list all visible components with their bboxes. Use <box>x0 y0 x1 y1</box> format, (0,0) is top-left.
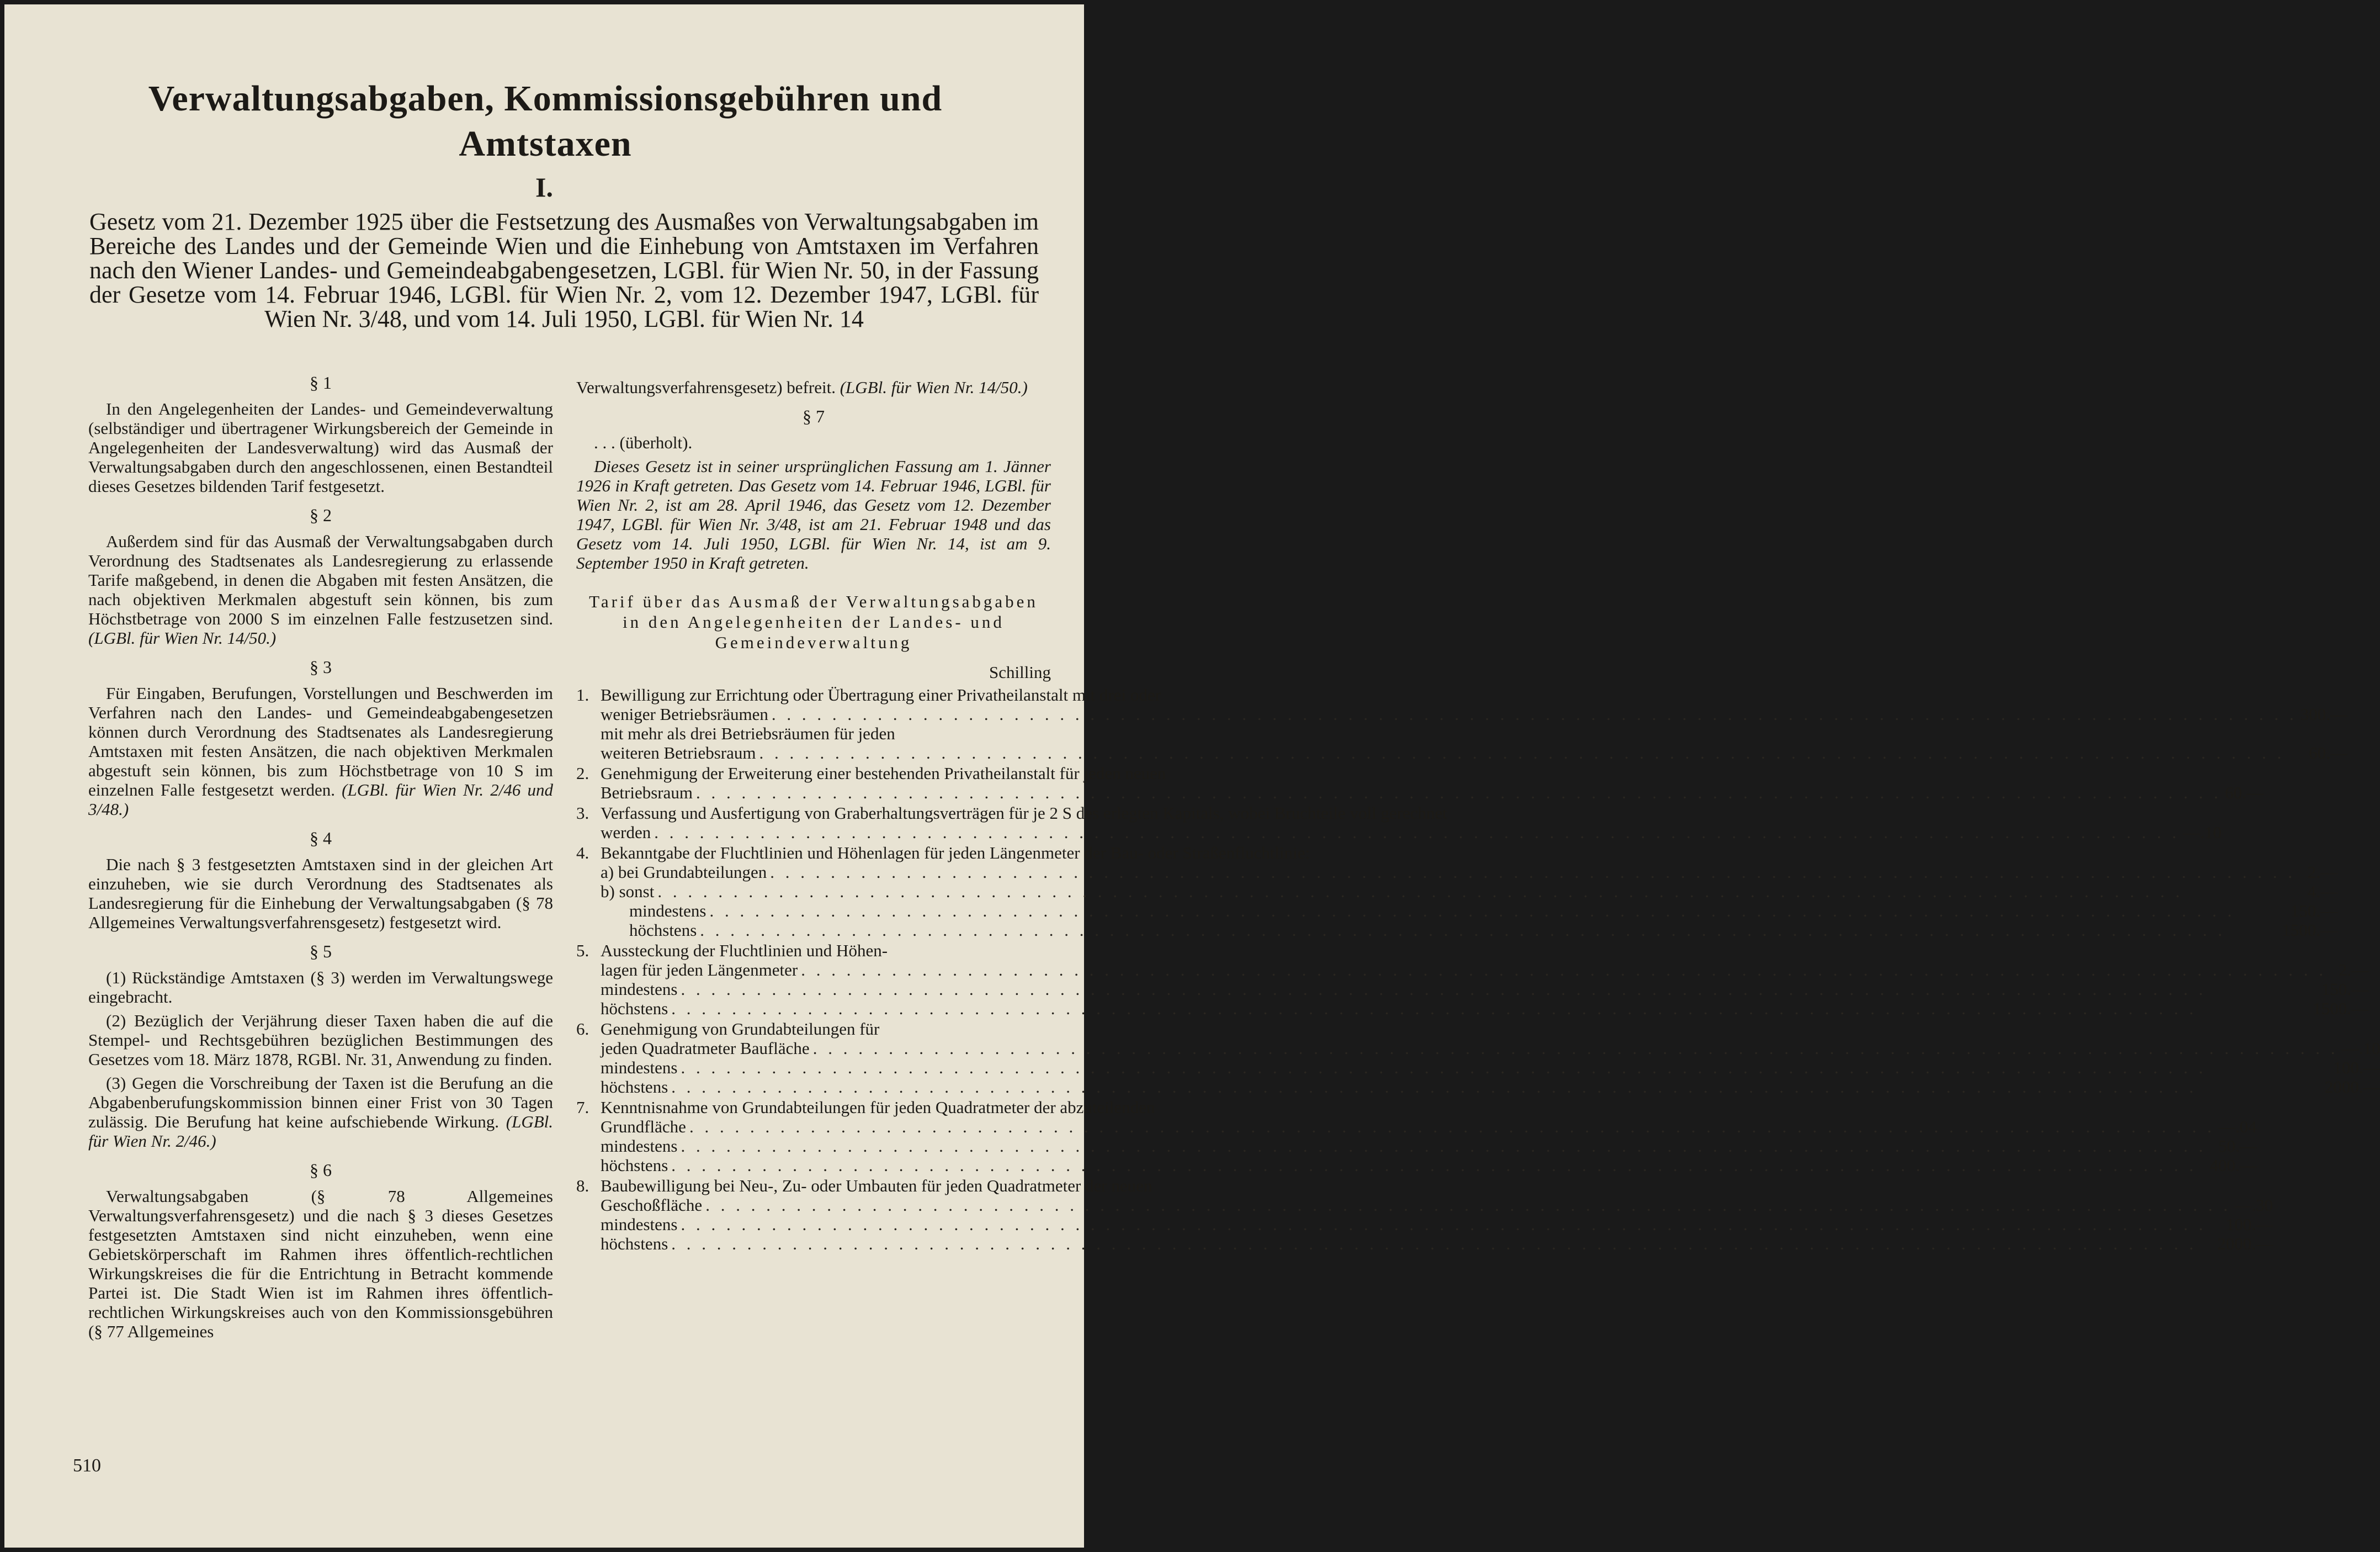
tariff-heading: Tarif über das Ausmaß der Verwaltungsabgaben in den Angelegenheiten der Landes- und Gemeindeverwaltung <box>589 592 1038 652</box>
paragraph <box>88 532 553 648</box>
tariff-item-text: Bekanntgabe der Fluchtlinien und Höhenlagen für jeden Längenmeter der Bau- oder Straßenfluchtlinie: <box>601 843 1310 862</box>
leader-dots <box>770 862 2296 882</box>
tariff-line-label: Geschoßfläche <box>601 1195 703 1215</box>
tariff-amount: 150.— <box>2290 901 2338 920</box>
tariff-line <box>601 823 2222 842</box>
tariff-line <box>601 1234 2273 1253</box>
tariff-item-body <box>601 1176 2273 1253</box>
tariff-amount: —.10 <box>2341 1039 2380 1058</box>
paragraph-text: Außerdem sind für das Ausmaß der Verwaltungsabgaben durch Verordnung des Stadtsenates als Landesregierung zu erlassende Tarife maßgebend, in denen die Abgaben mit festen Ansätzen, die nach objektiven Merkmalen abgestuft sein können, bis zum Höchstbetrage von 2000 S im einzelnen Falle festzusetzen sind. <box>88 532 553 628</box>
gazette-reference: (LGBl. für Wien Nr. 14/50.) <box>88 628 277 648</box>
tariff-line <box>601 743 2347 762</box>
tariff-line-label: b) sonst <box>601 882 655 901</box>
tariff-item-number: 5. <box>576 941 589 960</box>
tariff-line-label: jeden Quadratmeter Baufläche <box>601 1039 810 1058</box>
tariff-item <box>576 685 2347 762</box>
tariff-item-text: Verfassung und Ausfertigung von Graberhaltungsverträgen für je 2 S des erlegten Kapitals, wobei Bruchteile voll gerechnet <box>601 803 1448 823</box>
tariff-item <box>576 1176 2273 1253</box>
tariff-line <box>601 1195 2273 1215</box>
tariff-line <box>601 960 2368 979</box>
tariff-amount: 1500.— <box>2282 920 2338 940</box>
tariff-line-label: mindestens <box>601 1058 678 1077</box>
tariff-list <box>576 685 2380 1253</box>
leader-dots <box>681 1136 2215 1156</box>
section-heading: § 7 <box>803 406 825 426</box>
section-heading: § 6 <box>310 1160 332 1180</box>
gazette-reference: (LGBl. für Wien Nr. 2/46 und 3/48.) <box>88 780 553 819</box>
leader-dots <box>681 979 2318 999</box>
tariff-line-label: höchstens <box>601 1156 668 1175</box>
leader-dots <box>696 783 2222 802</box>
tariff-item-text: Baubewilligung bei Neu-, Zu- oder Umbauten für jeden Quadratmeter der neuen <box>601 1176 1152 1195</box>
tariff-line <box>601 783 2264 802</box>
tariff-item-text: mit mehr als drei Betriebsräumen für jeden <box>601 724 895 743</box>
tariff-item-body <box>601 941 2368 1018</box>
tariff-item-body <box>601 843 2338 940</box>
tariff-line <box>601 979 2368 999</box>
tariff-amount: 300.— <box>2300 705 2347 724</box>
tariff-line-label: weiteren Betriebsraum <box>601 743 756 762</box>
page-title: Verwaltungsabgaben, Kommissionsgebühren und Amtstaxen <box>148 78 943 164</box>
paragraph <box>576 378 1051 397</box>
tariff-item <box>576 1019 2380 1097</box>
section-heading: § 4 <box>310 828 332 848</box>
tariff-line <box>601 1077 2380 1097</box>
tariff-item-number: 1. <box>576 685 589 705</box>
paragraph: . . . (überholt). <box>594 433 693 452</box>
tariff-item-number: 3. <box>576 803 589 823</box>
paragraph-text: (3) Gegen die Vorschreibung der Taxen ist die Berufung an die Abgabenberufungskommission binnen einer Frist von 30 Tagen zulässig. Die Berufung hat keine aufschiebende Wirkung. <box>88 1073 553 1131</box>
leader-dots <box>671 1156 2206 1175</box>
tariff-amount: 2.— <box>2338 960 2368 979</box>
tariff-item-body <box>601 1098 2257 1175</box>
tariff-item-number: 6. <box>576 1019 589 1039</box>
leader-dots <box>759 743 2305 762</box>
tariff-item-body <box>601 685 2347 762</box>
tariff-line-label: lagen für jeden Längenmeter <box>601 960 798 979</box>
tariff-line <box>601 705 2347 724</box>
leader-dots <box>705 1195 2231 1215</box>
document-page <box>4 4 2380 1548</box>
section-heading: § 2 <box>310 505 332 525</box>
tariff-line-label: a) bei Grundabteilungen <box>601 862 767 882</box>
page-number: 510 <box>73 1455 101 1476</box>
tariff-item-text: Aussteckung der Fluchtlinien und Höhen- <box>601 941 888 960</box>
right-column <box>576 378 2380 1253</box>
paragraph: (2) Bezüglich der Verjährung dieser Taxen haben die auf die Stempel- und Rechtsgebühren bezüglichen Bestimmungen des Gesetzes vom 18. März 1878, RGBl. Nr. 31, Anwendung zu finden. <box>88 1011 553 1069</box>
tariff-line-label: höchstens <box>601 999 668 1018</box>
tariff-amount: 150.— <box>2321 979 2368 999</box>
tariff-item-number: 2. <box>576 764 589 783</box>
tariff-item-text: Bewilligung zur Errichtung oder Übertragung einer Privatheilanstalt mit drei oder <box>601 685 1161 705</box>
paragraph: Verwaltungsabgaben (§ 78 Allgemeines Verwaltungsverfahrensgesetz) und die nach § 3 dieses Gesetzes festgesetzten Amtstaxen sind nicht einzuheben, wenn eine Gebietskörperschaft im Rahmen ihres öffentlich-rechtlichen Wirkungskreises die für die Entrichtung in Betracht kommende Partei ist. Die Stadt Wien ist im Rahmen ihres öffentlich-rechtlichen Wirkungskreises auch von den Kommissionsgebühren (§ 77 Allgemeines <box>88 1186 553 1341</box>
tariff-item-number: 8. <box>576 1176 589 1195</box>
tariff-line-label: weniger Betriebsräumen <box>601 705 768 724</box>
leader-dots <box>671 1077 2321 1097</box>
leader-dots <box>700 920 2278 940</box>
tariff-line <box>601 1117 2257 1136</box>
tariff-line-label: mindestens <box>601 979 678 999</box>
paragraph <box>88 684 553 819</box>
tariff-line <box>601 882 2338 901</box>
tariff-amount: 2000.— <box>2324 1077 2380 1097</box>
tariff-amount: 50.— <box>2218 1136 2257 1156</box>
tariff-amount: 2.— <box>2307 862 2338 882</box>
paragraph <box>88 1073 553 1151</box>
tariff-line-label: mindestens <box>601 1215 678 1234</box>
tariff-amount: 1500.— <box>2313 999 2368 1018</box>
tariff-item-text: Kenntnisnahme von Grundabteilungen für jeden Quadratmeter der abzuteilenden <box>601 1098 1155 1117</box>
effective-date-note: Dieses Gesetz ist in seiner ursprünglichen Fassung am 1. Jänner 1926 in Kraft getreten. Das Gesetz vom 14. Februar 1946, LGBl. für Wien Nr. 2, ist am 28. April 1946, das Gesetz vom 12. Dezember 1947, LGBl. für Wien Nr. 3/48, ist am 21. Februar 1948 und das Gesetz vom 14. Juli 1950, LGBl. für Wien Nr. 14, ist am 9. September 1950 in Kraft getreten. <box>576 457 1051 573</box>
gazette-reference: (LGBl. für Wien Nr. 2/46.) <box>88 1112 553 1151</box>
tariff-line-label: höchstens <box>629 920 697 940</box>
leader-dots <box>710 901 2287 920</box>
tariff-line-label: höchstens <box>601 1234 668 1253</box>
tariff-line <box>601 1136 2257 1156</box>
leader-dots <box>671 1234 2214 1253</box>
currency-label: Schilling <box>989 663 1051 682</box>
tariff-line-label: werden <box>601 823 651 842</box>
tariff-item-body <box>601 803 2222 842</box>
paragraph: (1) Rückständige Amtstaxen (§ 3) werden im Verwaltungswege eingebracht. <box>88 968 553 1007</box>
leader-dots <box>813 1039 2339 1058</box>
tariff-item-number: 4. <box>576 843 589 862</box>
leader-dots <box>681 1215 2223 1234</box>
paragraph-text: Für Eingaben, Berufungen, Vorstellungen und Beschwerden im Verfahren nach den Landes- und Gemeindeabgabengesetzen können durch Verordnung des Stadtsenates als Landesregierung Amtstaxen mit festen Ansätzen, die nach objektiven Merkmalen abgestuft sein können, bis zum Höchstbetrage von 10 S im einzelnen Falle festgesetzt werden. <box>88 684 553 799</box>
leader-dots <box>772 705 2297 724</box>
tariff-amount: 100.— <box>2225 1215 2273 1234</box>
tariff-item-body <box>601 764 2264 802</box>
leader-dots <box>689 1117 2215 1136</box>
paragraph-text: Verwaltungsverfahrensgesetz) befreit. <box>576 378 836 397</box>
leader-dots <box>654 823 2180 842</box>
section-numeral: I. <box>535 172 553 203</box>
tariff-item <box>576 1098 2257 1175</box>
tariff-amount: —.30 <box>2234 1195 2273 1215</box>
tariff-item-number: 7. <box>576 1098 589 1117</box>
tariff-amount: 100.— <box>2333 1058 2380 1077</box>
tariff-line <box>601 901 2338 920</box>
tariff-item-text: Genehmigung von Grundabteilungen für <box>601 1019 880 1039</box>
tariff-amount: —.10 <box>2183 823 2222 842</box>
leader-dots <box>671 999 2309 1018</box>
tariff-line <box>601 1039 2380 1058</box>
leader-dots <box>681 1058 2330 1077</box>
tariff-amount: 2000.— <box>2217 1234 2273 1253</box>
tariff-line <box>601 920 2338 940</box>
left-column <box>88 373 553 1346</box>
leader-dots <box>801 960 2326 979</box>
tariff-item-body <box>601 1019 2380 1097</box>
tariff-line <box>601 999 2368 1018</box>
tariff-line <box>601 1156 2257 1175</box>
paragraph: In den Angelegenheiten der Landes- und Gemeindeverwaltung (selbständiger und übertragener Wirkungsbereich der Gemeinde in Angelegenheiten der Landesverwaltung) wird das Ausmaß der Verwaltungsabgaben durch den angeschlossenen, einen Bestandteil dieses Gesetzes bildenden Tarif festgesetzt. <box>88 399 553 496</box>
tariff-amount: 4.— <box>2307 882 2338 901</box>
tariff-amount: 60.— <box>2309 743 2347 762</box>
gazette-reference: (LGBl. für Wien Nr. 14/50.) <box>840 378 1028 397</box>
tariff-line <box>601 1058 2380 1077</box>
section-heading: § 1 <box>310 373 332 393</box>
section-heading: § 3 <box>310 657 332 677</box>
tariff-line-label: Betriebsraum <box>601 783 693 802</box>
tariff-item <box>576 843 2338 940</box>
tariff-line-label: mindestens <box>601 1136 678 1156</box>
tariff-item-text: Genehmigung der Erweiterung einer bestehenden Privatheilanstalt für jeden neuen <box>601 764 1166 783</box>
tariff-line-label: Grundfläche <box>601 1117 686 1136</box>
tariff-item <box>576 803 2222 842</box>
tariff-amount: 400.— <box>2209 1156 2257 1175</box>
law-intro: Gesetz vom 21. Dezember 1925 über die Festsetzung des Ausmaßes von Verwaltungsabgaben im Bereiche des Landes und der Gemeinde Wien und die Einhebung von Amtstaxen im Verfahren nach den Wiener Landes- und Gemeindeabgabengesetzen, LGBl. für Wien Nr. 50, in der Fassung der Gesetze vom 14. Februar 1946, LGBl. für Wien Nr. 2, vom 12. Dezember 1947, LGBl. für Wien Nr. 3/48, und vom 14. Juli 1950, LGBl. für Wien Nr. 14 <box>89 208 1039 332</box>
paragraph: Die nach § 3 festgesetzten Amtstaxen sind in der gleichen Art einzuheben, wie sie durch Verordnung des Stadtsenates als Landesregierung für die Einhebung der Verwaltungsabgaben (§ 78 Allgemeines Verwaltungsverfahrensgesetz) festgesetzt wird. <box>88 855 553 932</box>
tariff-amount: 60.— <box>2225 783 2264 802</box>
tariff-line-label: höchstens <box>601 1077 668 1097</box>
tariff-amount: —.04 <box>2218 1117 2257 1136</box>
section-heading: § 5 <box>310 941 332 961</box>
tariff-line <box>601 1215 2273 1234</box>
tariff-line <box>601 862 2338 882</box>
leader-dots <box>657 882 2296 901</box>
tariff-line-label: mindestens <box>629 901 706 920</box>
tariff-item <box>576 764 2264 802</box>
tariff-item <box>576 941 2368 1018</box>
